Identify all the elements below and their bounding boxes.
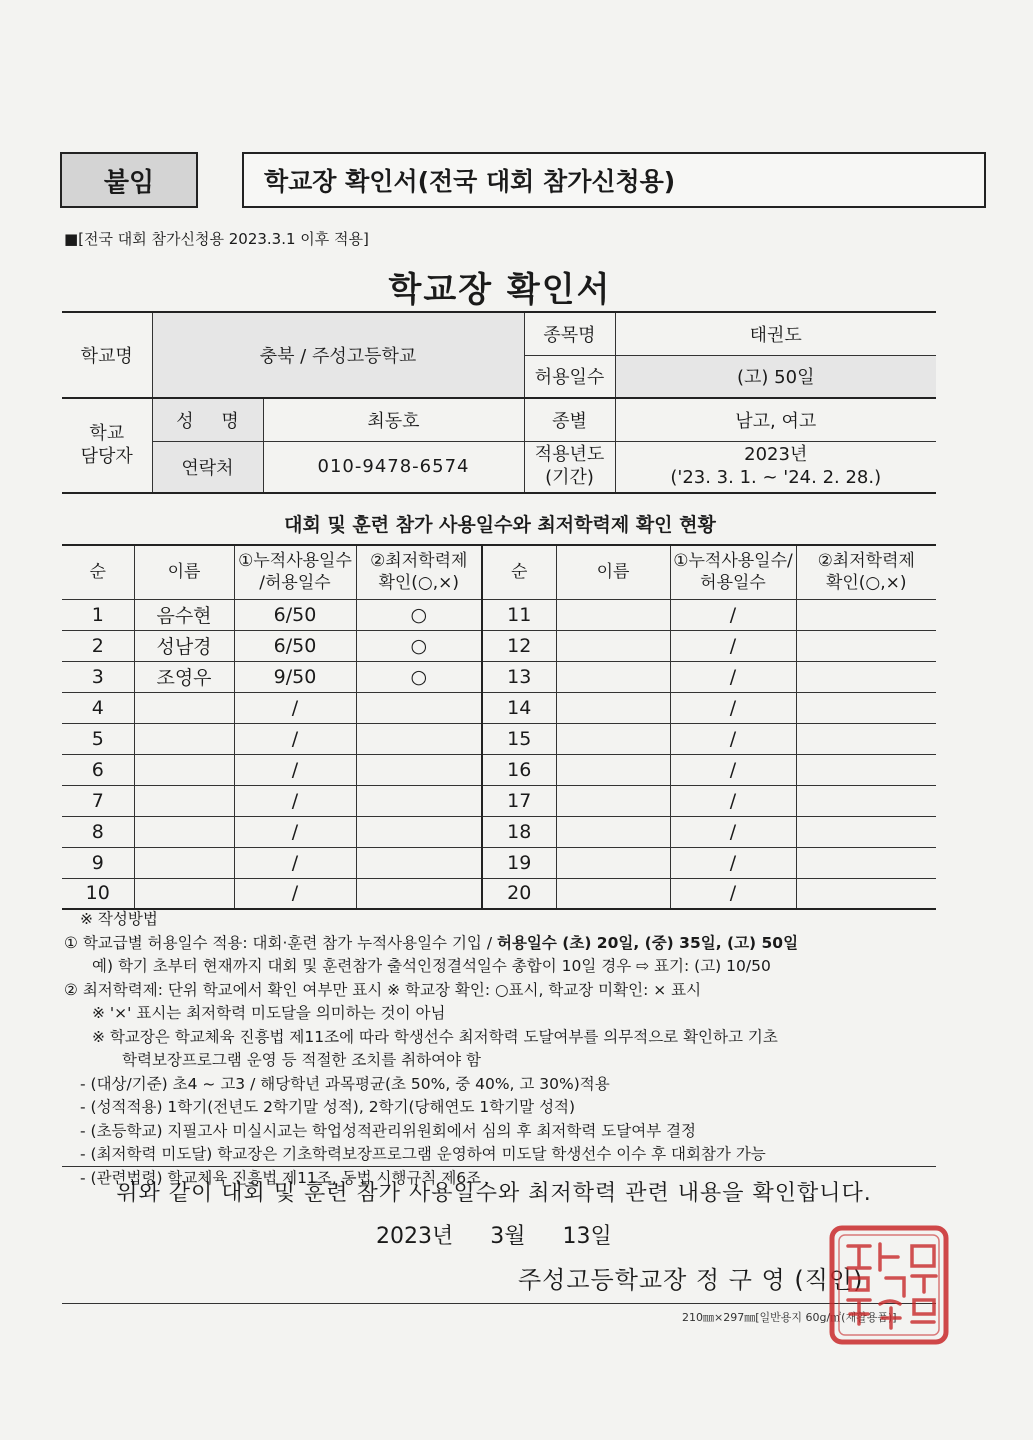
detail-5: - (관련법령) 학교체육 진흥법 제11조, 동법 시행규칙 제6조 (80, 1168, 482, 1187)
row-academic-check (796, 692, 936, 723)
row-no: 13 (482, 661, 556, 692)
row-name (134, 847, 234, 878)
row-academic-check: ○ (356, 599, 482, 630)
manager-label-line1: 학교 (89, 423, 125, 444)
row-academic-check (796, 754, 936, 785)
event-label: 종목명 (524, 312, 615, 355)
row-name (556, 692, 670, 723)
row-days: / (234, 878, 356, 909)
header-academic2-line2: 확인(○,×) (825, 573, 907, 594)
row-no: 10 (62, 878, 134, 909)
section-title: 대회 및 훈련 참가 사용일수와 최저학력제 확인 현황 (284, 514, 716, 536)
row-name: 조영우 (134, 661, 234, 692)
header-no: 순 (62, 545, 134, 599)
header-name: 이름 (134, 545, 234, 599)
name-label: 성 명 (152, 398, 263, 441)
row-academic-check (796, 599, 936, 630)
note-1-text: ① 학교급별 허용일수 적용: 대회·훈련 참가 누적사용일수 기입 / (64, 933, 497, 952)
row-name (556, 599, 670, 630)
row-days: / (234, 847, 356, 878)
row-academic-check: ○ (356, 661, 482, 692)
writing-instructions (64, 908, 944, 1190)
row-days: / (670, 661, 796, 692)
note-2: ② 최저학력제: 단위 학교에서 확인 여부만 표시 ※ 학교장 확인: ○표시, 학교장 미확인: × 표시 (64, 980, 702, 999)
info-table (62, 311, 936, 494)
contact-value: 010-9478-6574 (263, 441, 524, 493)
row-days: / (670, 630, 796, 661)
row-days: / (670, 692, 796, 723)
row-days: / (670, 785, 796, 816)
row-academic-check (356, 878, 482, 909)
allowed-days-value: (고) 50일 (615, 355, 936, 398)
row-name (134, 692, 234, 723)
row-academic-check (796, 661, 936, 692)
official-seal-stamp (826, 1222, 952, 1348)
row-no: 4 (62, 692, 134, 723)
table-row (62, 785, 936, 816)
school-label: 학교명 (62, 312, 152, 398)
row-academic-check (356, 785, 482, 816)
row-days: 6/50 (234, 630, 356, 661)
row-days: / (670, 723, 796, 754)
row-no: 19 (482, 847, 556, 878)
table-row (62, 816, 936, 847)
row-name: 성남경 (134, 630, 234, 661)
row-name (134, 816, 234, 847)
manager-label-line2: 담당자 (80, 445, 133, 467)
row-no: 17 (482, 785, 556, 816)
divider-top (62, 1166, 936, 1167)
event-value: 태권도 (615, 312, 936, 355)
header-academic-line2: 확인(○,×) (378, 573, 460, 594)
header-no-2: 순 (482, 545, 556, 599)
divider-bottom (62, 1303, 936, 1304)
row-name (556, 723, 670, 754)
header-days2-line2: 허용일수 (700, 573, 766, 594)
row-no: 6 (62, 754, 134, 785)
row-academic-check (796, 816, 936, 847)
row-no: 8 (62, 816, 134, 847)
row-days: / (234, 723, 356, 754)
row-no: 7 (62, 785, 134, 816)
table-row (62, 754, 936, 785)
row-no: 3 (62, 661, 134, 692)
applied-note: ■[전국 대회 참가신청용 2023.3.1 이후 적용] (64, 230, 369, 248)
row-academic-check (356, 816, 482, 847)
allowed-days-label: 허용일수 (524, 355, 615, 398)
issue-date: 2023년 3월 13일 (376, 1224, 612, 1249)
header-days (234, 545, 356, 599)
row-name (556, 847, 670, 878)
header-title: 학교장 확인서(전국 대회 참가신청용) (242, 152, 986, 208)
row-name (134, 878, 234, 909)
period-label (524, 441, 615, 493)
row-academic-check (356, 692, 482, 723)
note-1 (64, 932, 944, 956)
header-academic2-line1: ②최저학력제 (817, 551, 915, 572)
contact-label: 연락처 (152, 441, 263, 493)
row-no: 2 (62, 630, 134, 661)
attachment-tag: 붙임 (60, 152, 198, 208)
manager-label (62, 398, 152, 493)
row-days: / (670, 847, 796, 878)
row-academic-check (356, 754, 482, 785)
row-no: 11 (482, 599, 556, 630)
row-name (134, 785, 234, 816)
period-range: ('23. 3. 1. ~ '24. 2. 28.) (670, 466, 882, 488)
row-name (556, 754, 670, 785)
table-row (62, 661, 936, 692)
row-days: / (670, 599, 796, 630)
header-name-2: 이름 (556, 545, 670, 599)
row-name (556, 630, 670, 661)
header-academic-line1: ②최저학력제 (370, 551, 468, 572)
header-days-2 (670, 545, 796, 599)
row-no: 20 (482, 878, 556, 909)
header-academic (356, 545, 482, 599)
table-row (62, 692, 936, 723)
school-value: 충북 / 주성고등학교 (152, 312, 524, 398)
detail-3: - (초등학교) 지필고사 미실시교는 학업성적관리위원회에서 심의 후 최저학력 도달여부 결정 (80, 1121, 697, 1140)
row-academic-check (796, 785, 936, 816)
row-no: 5 (62, 723, 134, 754)
category-label: 종별 (524, 398, 615, 441)
period-label-line1: 적용년도 (534, 444, 605, 466)
table-row (62, 599, 936, 630)
name-value: 최동호 (263, 398, 524, 441)
row-no: 18 (482, 816, 556, 847)
row-no: 1 (62, 599, 134, 630)
participation-table (62, 544, 936, 910)
table-row (62, 723, 936, 754)
row-name (134, 754, 234, 785)
row-academic-check (796, 878, 936, 909)
row-no: 12 (482, 630, 556, 661)
detail-1: - (대상/기준) 초4 ~ 고3 / 해당학년 과목평균(초 50%, 중 40%, 고 30%)적용 (80, 1074, 610, 1093)
row-days: / (670, 878, 796, 909)
table-row (62, 878, 936, 909)
header-days2-line1: ①누적사용일수/ (673, 551, 793, 572)
confirmation-statement: 위와 같이 대회 및 훈련 참가 사용일수와 최저학력 관련 내용을 확인합니다. (116, 1181, 872, 1206)
row-academic-check (356, 723, 482, 754)
row-days: 6/50 (234, 599, 356, 630)
table-row (62, 630, 936, 661)
note-2-b2: 학력보장프로그램 운영 등 적절한 조치를 취하여야 함 (122, 1051, 481, 1069)
row-name (556, 878, 670, 909)
category-value: 남고, 여고 (615, 398, 936, 441)
row-academic-check (356, 847, 482, 878)
row-days: / (234, 754, 356, 785)
note-1-bold: 허용일수 (초) 20일, (중) 35일, (고) 50일 (496, 933, 799, 952)
period-label-line2: (기간) (545, 466, 594, 488)
row-name (556, 785, 670, 816)
header-academic-2 (796, 545, 936, 599)
row-no: 14 (482, 692, 556, 723)
row-no: 15 (482, 723, 556, 754)
row-no: 9 (62, 847, 134, 878)
principal-signature: 주성고등학교장 정 구 영 (직인) (518, 1266, 864, 1294)
row-days: / (670, 816, 796, 847)
notes-heading: ※ 작성방법 (80, 910, 158, 928)
note-2-b1: ※ 학교장은 학교체육 진흥법 제11조에 따라 학생선수 최저학력 도달여부를 의무적으로 확인하고 기초 (92, 1027, 778, 1046)
row-no: 16 (482, 754, 556, 785)
row-days: / (234, 785, 356, 816)
period-value (615, 441, 936, 493)
detail-2: - (성적적용) 1학기(전년도 2학기말 성적), 2학기(당해연도 1학기말 성적) (80, 1098, 576, 1116)
header-days-line2: /허용일수 (259, 573, 331, 594)
row-academic-check (796, 847, 936, 878)
table-row (62, 847, 936, 878)
row-days: / (234, 692, 356, 723)
row-academic-check (796, 630, 936, 661)
row-academic-check: ○ (356, 630, 482, 661)
table-header-row (62, 545, 936, 599)
paper-spec: 210㎜×297㎜[일반용지 60g/㎡(재활용품)] (682, 1311, 897, 1324)
row-name: 음수현 (134, 599, 234, 630)
row-days: / (234, 816, 356, 847)
row-days: 9/50 (234, 661, 356, 692)
row-days: / (670, 754, 796, 785)
row-name (134, 723, 234, 754)
row-name (556, 661, 670, 692)
period-year: 2023년 (744, 444, 808, 466)
document-title: 학교장 확인서 (388, 270, 612, 310)
note-2-a: ※ '×' 표시는 최저학력 미도달을 의미하는 것이 아님 (92, 1004, 446, 1022)
header-days-line1: ①누적사용일수 (238, 551, 352, 572)
row-name (556, 816, 670, 847)
detail-4: - (최저학력 미도달) 학교장은 기초학력보장프로그램 운영하여 미도달 학생선수 이수 후 대회참가 가능 (80, 1145, 766, 1163)
row-academic-check (796, 723, 936, 754)
note-1-example: 예) 학기 초부터 현재까지 대회 및 훈련참가 출석인정결석일수 총합이 10일 경우 ⇨ 표기: (고) 10/50 (92, 957, 771, 975)
